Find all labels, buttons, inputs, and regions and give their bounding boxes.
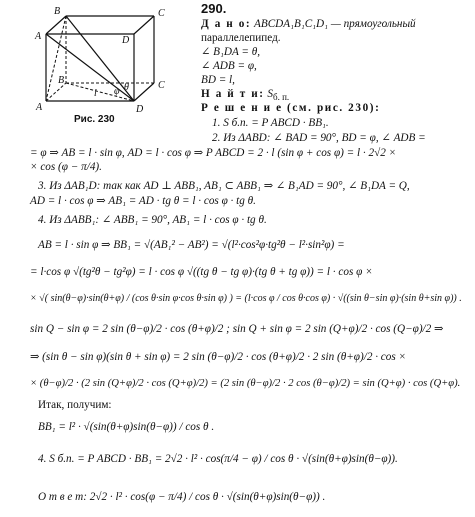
step-12: BB₁ = l² · √(sin(θ+φ)sin(θ−φ)) / cos θ . bbox=[38, 421, 215, 433]
step-7: × √( sin(θ−φ)·sin(θ+φ) / (cos θ·sin φ·cos θ·sin φ) ) = (l·cos φ / cos θ·cos φ) · √((sin θ−sin φ)·(sin θ+sin φ)) . bbox=[30, 293, 462, 304]
step-5: AB = l · sin φ ⇒ BB₁ = √(AB₁² − AB²) = √(l²·cos²φ·tg²θ − l²·sin²φ) = bbox=[38, 239, 345, 251]
step-2c: × cos (φ − π/4). bbox=[30, 161, 102, 173]
label-phi: φ bbox=[114, 86, 120, 97]
given-angle-adb: ∠ ADB = φ, bbox=[201, 60, 257, 72]
given-text-2: параллелепипед. bbox=[201, 32, 281, 44]
step-3b: AD = l · cos φ ⇒ AB₁ = AD · tg θ = l · cos φ · tg θ. bbox=[30, 195, 256, 207]
given-bd: BD = l, bbox=[201, 74, 235, 86]
label-c: C bbox=[158, 80, 165, 91]
label-a: A bbox=[36, 102, 43, 113]
label-c1: C bbox=[158, 8, 165, 19]
problem-number: 290. bbox=[201, 1, 227, 16]
step-13: 4. S б.п. = P ABCD · BB₁ = 2√2 · l² · cos(π/4 − φ) / cos θ · √(sin(θ+φ)sin(θ−φ)). bbox=[38, 453, 398, 465]
label-b1: B bbox=[54, 6, 61, 17]
label-d: D bbox=[136, 104, 144, 115]
label-l: l bbox=[94, 88, 97, 99]
step-6: = l·cos φ √(tg²θ − tg²φ) = l · cos φ √((tg θ − tg φ)·(tg θ + tg φ)) = l · cos φ × bbox=[30, 266, 373, 278]
find-sub: б. п. bbox=[273, 92, 290, 103]
given-text: ABCDA₁B₁C₁D₁ — прямоугольный bbox=[254, 18, 416, 30]
label-b: B bbox=[58, 75, 65, 86]
parallelepiped-drawing bbox=[34, 6, 192, 124]
answer: О т в е т: 2√2 · l² · cos(φ − π/4) / cos θ · √(sin(θ+φ)sin(θ−φ)) . bbox=[38, 491, 326, 503]
label-theta: θ bbox=[124, 82, 129, 93]
step-1: 1. S б.п. = P ABCD · BB₁. bbox=[212, 117, 329, 129]
label-a1: A bbox=[35, 31, 42, 42]
step-4: 4. Из ΔABB₁: ∠ ABB₁ = 90°, AB₁ = l · cos φ · tg θ. bbox=[38, 214, 267, 226]
step-10: × (θ−φ)/2 · (2 sin (Q+φ)/2 · cos (Q+φ)/2) = (2 sin (θ−φ)/2 · 2 cos (θ−φ)/2) = sin (Q+φ) · cos (Q+φ). bbox=[30, 378, 461, 389]
parallelepiped-figure bbox=[34, 6, 192, 124]
given-angle-b1da: ∠ B₁DA = θ, bbox=[201, 46, 261, 58]
find-value: S bbox=[267, 88, 273, 100]
step-11: Итак, получим: bbox=[38, 399, 112, 411]
step-3a: 3. Из ΔAB₁D: так как AD ⊥ ABB₁, AB₁ ⊂ ABB₁ ⇒ ∠ B₁AD = 90°, ∠ B₁DA = Q, bbox=[38, 180, 410, 192]
given-label: Д а н о: bbox=[201, 18, 252, 30]
label-d1: D bbox=[122, 35, 130, 46]
step-8: sin Q − sin φ = 2 sin (θ−φ)/2 · cos (θ+φ)/2 ; sin Q + sin φ = 2 sin (Q+φ)/2 · cos (Q−φ)/2 ⇒ bbox=[30, 323, 444, 335]
solution-label: Р е ш е н и е (см. рис. 230): bbox=[201, 102, 381, 114]
given-line bbox=[201, 17, 416, 31]
figure-caption: Рис. 230 bbox=[74, 114, 115, 125]
step-9: ⇒ (sin θ − sin φ)(sin θ + sin φ) = 2 sin (θ−φ)/2 · cos (θ+φ)/2 · 2 sin (θ+φ)/2 · cos × bbox=[30, 351, 407, 363]
find-label: Н а й т и: bbox=[201, 88, 265, 100]
step-2b: = φ ⇒ AB = l · sin φ, AD = l · cos φ ⇒ P ABCD = 2 · l (sin φ + cos φ) = l · 2√2 × bbox=[30, 147, 397, 159]
step-2a: 2. Из ΔABD: ∠ BAD = 90°, BD = φ, ∠ ADB = bbox=[212, 132, 426, 144]
